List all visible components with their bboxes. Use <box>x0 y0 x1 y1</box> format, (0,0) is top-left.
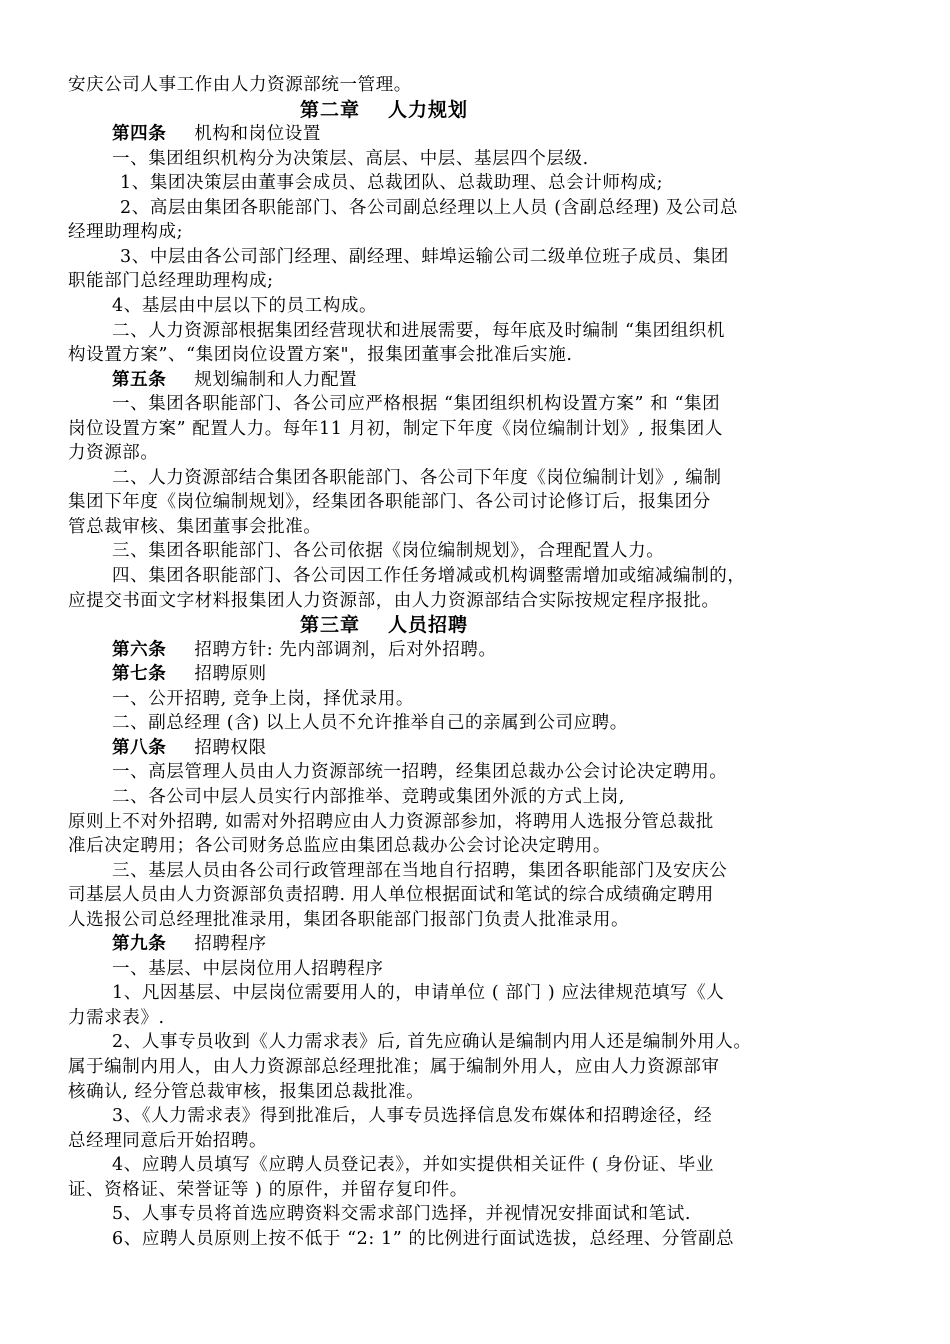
text-line: 四、集团各职能部门、各公司因工作任务增减或机构调整需增加或缩减编制的， <box>112 566 746 586</box>
chapter-heading <box>300 613 950 637</box>
article-heading <box>112 662 932 686</box>
article-heading <box>112 368 932 392</box>
text-line: 三、基层人员由各公司行政管理部在当地自行招聘，集团各职能部门及安庆公 <box>112 860 728 881</box>
text-line: 4、基层由中层以下的员工构成。 <box>112 295 378 316</box>
text-line: 6、应聘人员原则上按不低于 “2: 1” 的比例进行面试选拔，总经理、分管副总 <box>112 1228 735 1249</box>
text-line: 证、资格证、荣誉证等 ) 的原件，并留存复印件。 <box>68 1179 468 1200</box>
article-title: 招聘方针: 先内部调剂，后对外招聘。 <box>194 639 497 660</box>
article-number: 第五条 <box>112 369 167 390</box>
chapter-number: 第三章 <box>300 614 361 637</box>
text-line: 应提交书面文字材料报集团人力资源部，由人力资源部结合实际按规定程序报批。 <box>68 590 720 611</box>
article-heading <box>112 638 932 662</box>
article-title: 机构和岗位设置 <box>194 124 322 145</box>
text-line: 一、公开招聘, 竞争上岗，择优录用。 <box>112 688 414 709</box>
text-line: 核确认, 经分管总裁审核，报集团总裁批准。 <box>68 1081 425 1102</box>
text-line: 2、人事专员收到《人力需求表》后, 首先应确认是编制内用人还是编制外用人。 <box>112 1032 752 1053</box>
chapter-number: 第二章 <box>300 98 361 121</box>
article-title: 招聘程序 <box>194 934 267 955</box>
chapter-title: 人力规划 <box>388 98 469 121</box>
chapter-title: 人员招聘 <box>388 614 469 637</box>
article-heading <box>112 932 932 956</box>
text-line: 经理助理构成; <box>68 222 184 243</box>
article-number: 第八条 <box>112 737 167 758</box>
text-line: 力资源部。 <box>68 443 159 464</box>
text-line: 安庆公司人事工作由人力资源部统一管理。 <box>68 75 412 95</box>
text-line: 二、人力资源部结合集团各职能部门、各公司下年度《岗位编制计划》, 编制 <box>112 467 722 488</box>
text-line: 属于编制内用人，由人力资源部总经理批准；属于编制外用人，应由人力资源部审 <box>68 1057 720 1077</box>
text-line: 人选报公司总经理批准录用，集团各职能部门报部门负责人批准录用。 <box>68 909 630 930</box>
text-line: 1、集团决策层由董事会成员、总裁团队、总裁助理、总会计师构成; <box>120 173 664 194</box>
text-line: 准后决定聘用；各公司财务总监应由集团总裁办公会讨论决定聘用。 <box>68 836 611 857</box>
text-line: 一、基层、中层岗位用人招聘程序 <box>112 958 384 979</box>
text-line: 一、高层管理人员由人力资源部统一招聘，经集团总裁办公会讨论决定聘用。 <box>112 762 728 783</box>
chapter-heading <box>300 98 950 122</box>
article-heading <box>112 122 932 146</box>
article-heading <box>112 736 932 760</box>
text-line: 岗位设置方案” 配置人力。每年11 月初，制定下年度《岗位编制计划》, 报集团人 <box>68 418 723 439</box>
text-line: 二、各公司中层人员实行内部推举、竞聘或集团外派的方式上岗, <box>112 786 625 807</box>
article-number: 第七条 <box>112 664 167 685</box>
text-line: 力需求表》. <box>68 1007 165 1028</box>
text-line: 总经理同意后开始招聘。 <box>68 1130 268 1151</box>
text-line: 3、中层由各公司部门经理、副经理、蚌埠运输公司二级单位班子成员、集团 <box>120 246 730 267</box>
text-line: 3、《人力需求表》得到批准后，人事专员选择信息发布媒体和招聘途径，经 <box>112 1106 713 1127</box>
text-line: 2、高层由集团各职能部门、各公司副总经理以上人员 (含副总经理) 及公司总 <box>120 197 739 218</box>
text-line: 三、集团各职能部门、各公司依据《岗位编制规划》，合理配置人力。 <box>112 541 665 562</box>
text-line: 职能部门总经理助理构成; <box>68 271 274 292</box>
text-line: 一、集团各职能部门、各公司应严格根据 “集团组织机构设置方案” 和 “集团 <box>112 394 721 415</box>
text-line: 原则上不对外招聘, 如需对外招聘应由人力资源部参加，将聘用人选报分管总裁批 <box>68 811 714 832</box>
article-number: 第九条 <box>112 934 167 955</box>
text-line: 一、集团组织机构分为决策层、高层、中层、基层四个层级. <box>112 148 589 169</box>
text-line: 司基层人员由人力资源部负责招聘. 用人单位根据面试和笔试的综合成绩确定聘用 <box>68 885 714 906</box>
article-number: 第六条 <box>112 639 167 660</box>
article-number: 第四条 <box>112 124 167 145</box>
text-line: 二、副总经理 (含) 以上人员不允许推举自己的亲属到公司应聘。 <box>112 713 628 734</box>
text-line: 构设置方案”、“集团岗位设置方案"，报集团董事会批准后实施. <box>68 345 573 366</box>
text-line: 5、人事专员将首选应聘资料交需求部门选择，并视情况安排面试和笔试. <box>112 1204 691 1225</box>
text-line: 4、应聘人员填写《应聘人员登记表》，并如实提供相关证件 ( 身份证、毕业 <box>112 1155 714 1176</box>
text-line: 集团下年度《岗位编制规划》，经集团各职能部门、各公司讨论修订后，报集团分 <box>68 492 711 513</box>
article-title: 规划编制和人力配置 <box>194 369 358 390</box>
article-title: 招聘原则 <box>194 664 267 685</box>
text-line: 管总裁审核、集团董事会批准。 <box>68 516 322 537</box>
text-line: 1、凡因基层、中层岗位需要用人的，申请单位 ( 部门 ) 应法律规范填写《人 <box>112 983 725 1004</box>
article-title: 招聘权限 <box>194 737 267 758</box>
text-line: 二、人力资源部根据集团经营现状和进展需要，每年底及时编制 “集团组织机 <box>112 320 726 341</box>
